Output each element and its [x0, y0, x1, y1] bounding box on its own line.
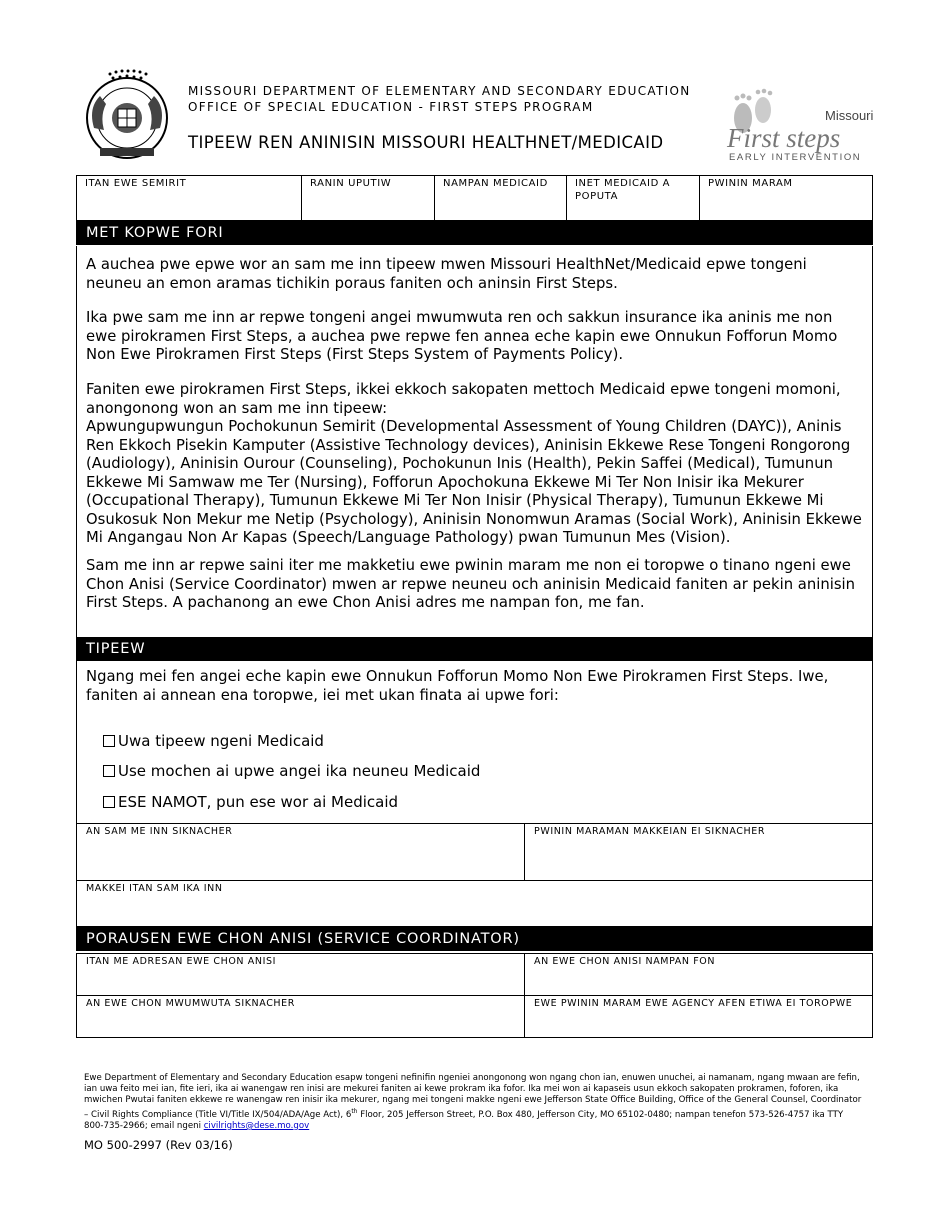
logo-tagline-text: EARLY INTERVENTION [729, 152, 862, 163]
coordinator-phone-field[interactable] [525, 954, 872, 995]
medicaid-number-field[interactable] [435, 176, 567, 220]
signature-date-field[interactable] [525, 824, 872, 880]
checkbox-decline[interactable] [103, 765, 115, 777]
checkbox-not-applicable[interactable] [103, 796, 115, 808]
instructions-paragraph-4: Sam me inn ar repwe saini iter me makketiu ewe pwinin maram me non ei toropwe o tinano ngeni ewe Chon Anisi (Service Coordinator) mwen ar repwe neuneu och aninisin Medicaid faniten ar pekin aninisin First Steps. A pachanong an ewe Chon Anisi adres me nampan fon, me fan. [86, 557, 856, 611]
notice-superscript: th [351, 1108, 358, 1115]
printed-name-row [76, 880, 873, 927]
first-steps-logo [725, 88, 874, 163]
printed-name-field[interactable] [77, 881, 872, 926]
parent-signature-label: AN SAM ME INN SIKNACHER [86, 826, 233, 837]
office-name: OFFICE OF SPECIAL EDUCATION - FIRST STEPS PROGRAM [188, 100, 594, 114]
coordinator-contact-row [76, 953, 873, 996]
checkbox-agree[interactable] [103, 735, 115, 747]
child-info-table [76, 175, 873, 221]
date-label: PWININ MARAM [708, 178, 793, 189]
logo-state-text: Missouri [825, 108, 874, 123]
form-number: MO 500-2997 (Rev 03/16) [84, 1138, 233, 1152]
parent-signature-field[interactable] [77, 824, 525, 880]
instructions-section-header: MET KOPWE FORI [76, 221, 873, 245]
services-intro: Faniten ewe pirokramen First Steps, ikkei ekkoch sakopaten mettoch Medicaid epwe tongeni momoni, anongonong won an sam me inn tipeew: [86, 381, 841, 417]
notice-text-2: Floor, 205 Jefferson Street, P.O. Box 480, Jefferson City, MO 65102-0480; nampan tenefon 573-526-4757 ika TTY 800-735-2966; email ngeni [84, 1109, 844, 1131]
coordinator-signature-row [76, 995, 873, 1038]
agency-name: MISSOURI DEPARTMENT OF ELEMENTARY AND SECONDARY EDUCATION [188, 84, 691, 98]
consent-option-not-applicable-label: ESE NAMOT, pun ese wor ai Medicaid [118, 793, 399, 811]
instructions-paragraph-1: A auchea pwe epwe wor an sam me inn tipeew mwen Missouri HealthNet/Medicaid epwe tongeni neuneu an emon aramas tichikin poraus faniten och aninsin First Steps. [86, 256, 807, 292]
footprints-logo-icon [725, 88, 874, 163]
consent-option-agree[interactable] [103, 731, 324, 751]
civil-rights-email-link[interactable]: civilrights@dese.mo.gov [203, 1120, 310, 1131]
agency-received-date-field[interactable] [525, 996, 872, 1037]
consent-section [76, 661, 873, 824]
civil-rights-notice [84, 1073, 864, 1132]
child-name-label: ITAN EWE SEMIRIT [85, 178, 187, 189]
medicaid-number-label: NAMPAN MEDICAID [443, 178, 548, 189]
coordinator-signature-field[interactable] [77, 996, 525, 1037]
child-name-field[interactable] [77, 176, 302, 220]
consent-option-agree-label: Uwa tipeew ngeni Medicaid [118, 732, 324, 750]
instructions-paragraph-2: Ika pwe sam me inn ar repwe tongeni angei mwumwuta ren och sakkun insurance ika aninis me non ewe pirokramen First Steps, a auchea pwe repwe fen annea eche kapin ewe Onnukun Fofforun Momo Non Ewe Pirokramen First Steps (First Steps System of Payments Policy). [86, 309, 838, 363]
services-list: Apwungupwungun Pochokunun Semirit (Developmental Assessment of Young Children (DAYC)), Aninis Ren Ekkoch Pisekin Kamputer (Assistive Technology devices), Aninisin Ekkewe Rese Tongeni Rongorong (Audiology), Aninisin Ourour (Counseling), Pochokunun Inis (Health), Pekin Saffei (Medical), Tumunun Ekkewe Mi Samwaw me Ter (Nursing), Fofforun Apochokuna Ekkewe Mi Ter Non Inisir ika Mekurer (Occupational Therapy), Tumunun Ekkewe Mi Ter Non Inisir (Physical Therapy), Tumunun Ekkewe Mi Osukosuk Non Mekur me Netip (Psychology), Aninisin Nonomwun Aramas (Social Work), Aninisin Ekkewe Mi Angangau Non Ar Kapas (Speech/Language Pathology) pwan Tumunun Mes (Vision). [86, 418, 862, 546]
consent-option-not-applicable[interactable] [103, 792, 398, 812]
coordinator-name-address-label: ITAN ME ADRESAN EWE CHON ANISI [86, 956, 276, 967]
instructions-paragraph-3 [86, 381, 866, 548]
medicaid-status-label: INET MEDICAID A POPUTA [575, 178, 671, 202]
missouri-state-seal-icon [80, 68, 174, 162]
birth-date-field[interactable] [302, 176, 435, 220]
page-title: TIPEEW REN ANINISIN MISSOURI HEALTHNET/MEDICAID [188, 133, 664, 152]
notice-text-1: Ewe Department of Elementary and Secondary Education esapw tongeni nefinifin ngeniei anongonong won ngang chon ian, enuwen unuchei, ai namanam, ngang mwaan are fefin, ian uwa feito mei ian, fite ieri, ika ai wanengaw ren inisi are mekurei faniten ai kewe prokram ika fofor. Ika mei won ai kapaseis usun ekkoch sakopaten prokramen, foforen, ika mwichen Pwutai faniten ekkewe re wanengaw ren inisir ika mekurer, ngang mei tongeni makke ngeni ewe Jefferson State Office Building, Office of the General Counsel, Coordinator – Civil Rights Compliance (Title VI/Title IX/504/ADA/Age Act), 6 [84, 1073, 862, 1120]
logo-brand-text: First steps [727, 123, 841, 153]
consent-section-header: TIPEEW [76, 637, 873, 661]
parent-signature-row [76, 823, 873, 881]
consent-intro: Ngang mei fen angei eche kapin ewe Onnukun Fofforun Momo Non Ewe Pirokramen First Steps. Iwe, faniten ai annean ena toropwe, iei met ukan finata ai upwe fori: [86, 668, 829, 704]
coordinator-signature-label: AN EWE CHON MWUMWUTA SIKNACHER [86, 998, 295, 1009]
medicaid-status-field[interactable] [567, 176, 700, 220]
consent-option-decline-label: Use mochen ai upwe angei ika neuneu Medicaid [118, 762, 481, 780]
date-field[interactable] [700, 176, 872, 220]
coordinator-section-header: PORAUSEN EWE CHON ANISI (SERVICE COORDINATOR) [76, 927, 873, 951]
instructions-section [76, 246, 873, 637]
consent-option-decline[interactable] [103, 761, 480, 781]
agency-received-date-label: EWE PWININ MARAM EWE AGENCY AFEN ETIWA EI TOROPWE [534, 998, 853, 1009]
coordinator-name-address-field[interactable] [77, 954, 525, 995]
birth-date-label: RANIN UPUTIW [310, 178, 392, 189]
printed-name-label: MAKKEI ITAN SAM IKA INN [86, 883, 223, 894]
coordinator-phone-label: AN EWE CHON ANISI NAMPAN FON [534, 956, 716, 967]
signature-date-label: PWININ MARAMAN MAKKEIAN EI SIKNACHER [534, 826, 766, 837]
